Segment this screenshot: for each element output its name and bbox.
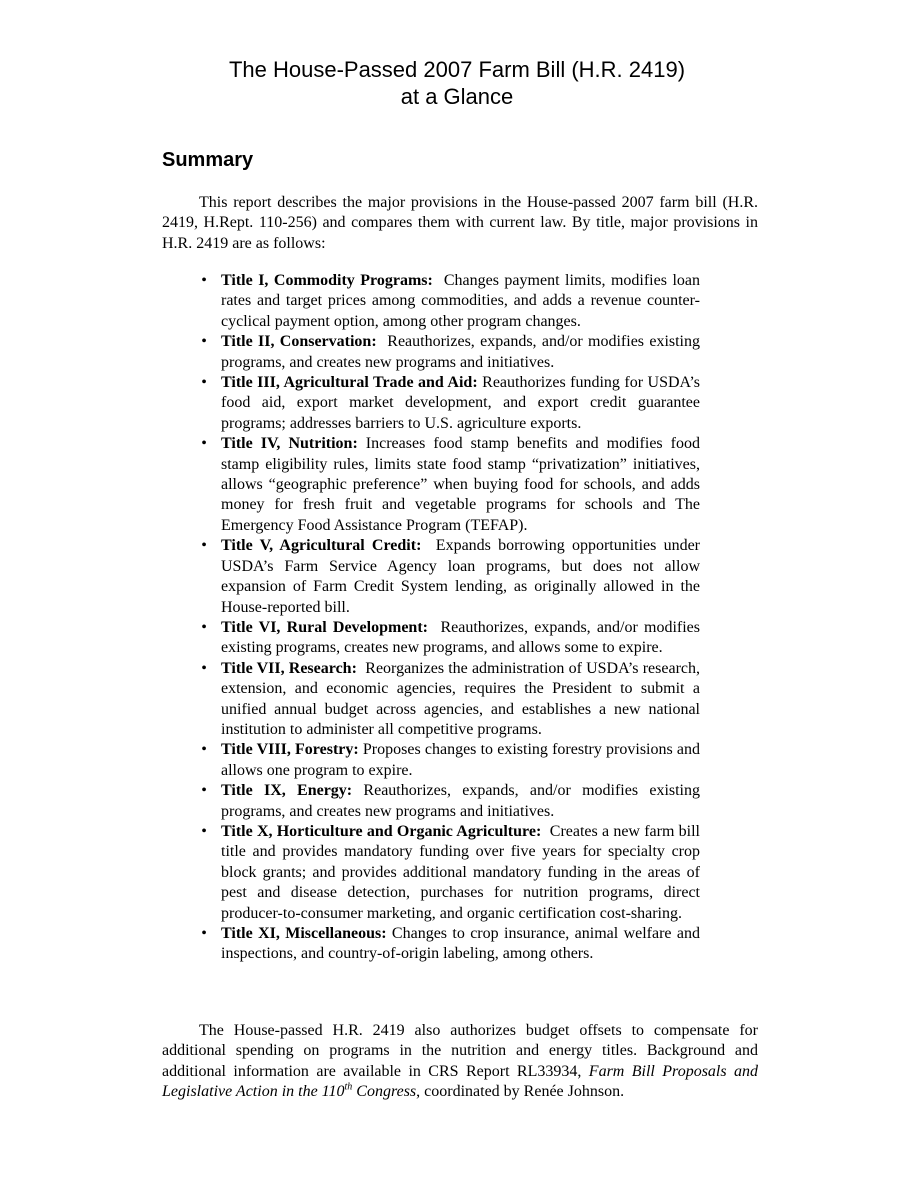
report-title-text: Farm Bill Proposals and Legislative Action in the 110 <box>162 1062 759 1101</box>
report-title-text-end: Congress <box>352 1083 417 1101</box>
closing-paragraph <box>162 1021 758 1103</box>
list-item-heading: Title III, Agricultural Trade and Aid: <box>221 374 478 392</box>
list-item-text: Reauthorizes, expands, and/or modifies existing programs, and creates new programs and initiatives. <box>221 782 701 820</box>
list-item-title-6 <box>199 618 700 659</box>
bullet-icon: • <box>201 435 207 453</box>
list-item-title-10 <box>199 822 700 924</box>
list-item-text: Reorganizes the administration of USDA’s research, extension, and economic agencies, requires the President to submit a unified annual budget across agencies, and establishes a new national institution to administer all competitive programs. <box>221 659 701 738</box>
closing-text-end: , coordinated by Renée Johnson. <box>416 1083 625 1101</box>
bullet-icon: • <box>201 618 207 636</box>
list-item-title-1 <box>199 271 700 332</box>
list-item-text: Proposes changes to existing forestry provisions and allows one program to expire. <box>221 741 701 779</box>
intro-paragraph: This report describes the major provisions in the House-passed 2007 farm bill (H.R. 2419, H.Rept. 110-256) and compares them with current law. By title, major provisions in H.R. 2419 are as follows: <box>162 194 758 252</box>
list-item-text: Reauthorizes funding for USDA’s food aid, export market development, and export credit guarantee programs; addresses barriers to U.S. agriculture exports. <box>221 374 700 432</box>
list-item-text: Expands borrowing opportunities under USDA’s Farm Service Agency loan programs, but does not allow expansion of Farm Credit System lending, as originally allowed in the House-reported bill. <box>221 537 701 616</box>
bullet-icon: • <box>201 537 207 555</box>
list-item-title-9 <box>199 781 700 822</box>
bullet-icon: • <box>201 374 207 392</box>
list-item-title-11 <box>199 924 700 965</box>
list-item-heading: Title II, Conservation: <box>221 333 377 351</box>
list-item-text: Creates a new farm bill title and provides mandatory funding over five years for specialty crop block grants; and provides additional mandatory funding in the areas of pest and disease detection, purchases for nutrition programs, direct producer-to-consumer marketing, and organic certification cost-sharing. <box>221 822 700 922</box>
list-item-heading: Title XI, Miscellaneous: <box>221 925 387 942</box>
bullet-icon: • <box>201 272 207 289</box>
title-line-1: The House-Passed 2007 Farm Bill (H.R. 2419) <box>228 57 686 82</box>
list-item-heading: Title VII, Research: <box>221 659 357 677</box>
title-line-2: at a Glance <box>400 84 514 109</box>
list-item-heading: Title IV, Nutrition: <box>221 435 358 453</box>
closing-text: The House-passed H.R. 2419 also authorizes budget offsets to compensate for additional spending on programs in the nutrition and energy titles. Background and additional information are available in CRS Report RL33934, <box>162 1022 758 1080</box>
list-item-heading: Title I, Commodity Programs: <box>221 272 433 289</box>
list-item-heading: Title VIII, Forestry: <box>221 741 359 759</box>
bullet-icon: • <box>201 741 207 759</box>
list-item-text: Changes to crop insurance, animal welfare and inspections, and country-of-origin labeling, among others. <box>221 925 701 963</box>
bullet-icon: • <box>201 333 207 351</box>
list-item-heading: Title V, Agricultural Credit: <box>221 537 422 555</box>
list-item-heading: Title VI, Rural Development: <box>221 618 428 636</box>
list-item-title-2 <box>199 332 700 373</box>
bullet-icon: • <box>201 822 207 840</box>
list-item-text: Increases food stamp benefits and modifies food stamp eligibility rules, limits state food stamp “privatization” initiatives, allows “geographic preference” when buying food for schools, and adds money for fresh fruit and vegetable programs for schools and The Emergency Food Assistance Program (TEFAP). <box>221 435 701 534</box>
list-item-heading: Title X, Horticulture and Organic Agriculture: <box>221 822 542 840</box>
list-item-title-4 <box>199 434 700 536</box>
summary-heading: Summary <box>162 149 254 171</box>
list-item-title-8 <box>199 740 700 781</box>
list-item-title-7 <box>199 659 700 741</box>
document-title <box>0 56 914 110</box>
list-item-text: Reauthorizes, expands, and/or modifies existing programs, and creates new programs and initiatives. <box>221 333 700 371</box>
list-item-title-3 <box>199 373 700 434</box>
bullet-icon: • <box>201 925 207 942</box>
list-item-heading: Title IX, Energy: <box>221 782 353 800</box>
report-title-superscript: th <box>344 1081 353 1093</box>
list-item-text: Reauthorizes, expands, and/or modifies existing programs, creates new programs, and allows some to expire. <box>221 618 701 657</box>
bullet-icon: • <box>201 782 207 800</box>
list-item-text: Changes payment limits, modifies loan rates and target prices among commodities, and adds a revenue counter-cyclical payment option, among other program changes. <box>221 272 700 330</box>
title-provisions-list <box>199 271 700 965</box>
list-item-title-5 <box>199 536 700 618</box>
bullet-icon: • <box>201 659 207 677</box>
